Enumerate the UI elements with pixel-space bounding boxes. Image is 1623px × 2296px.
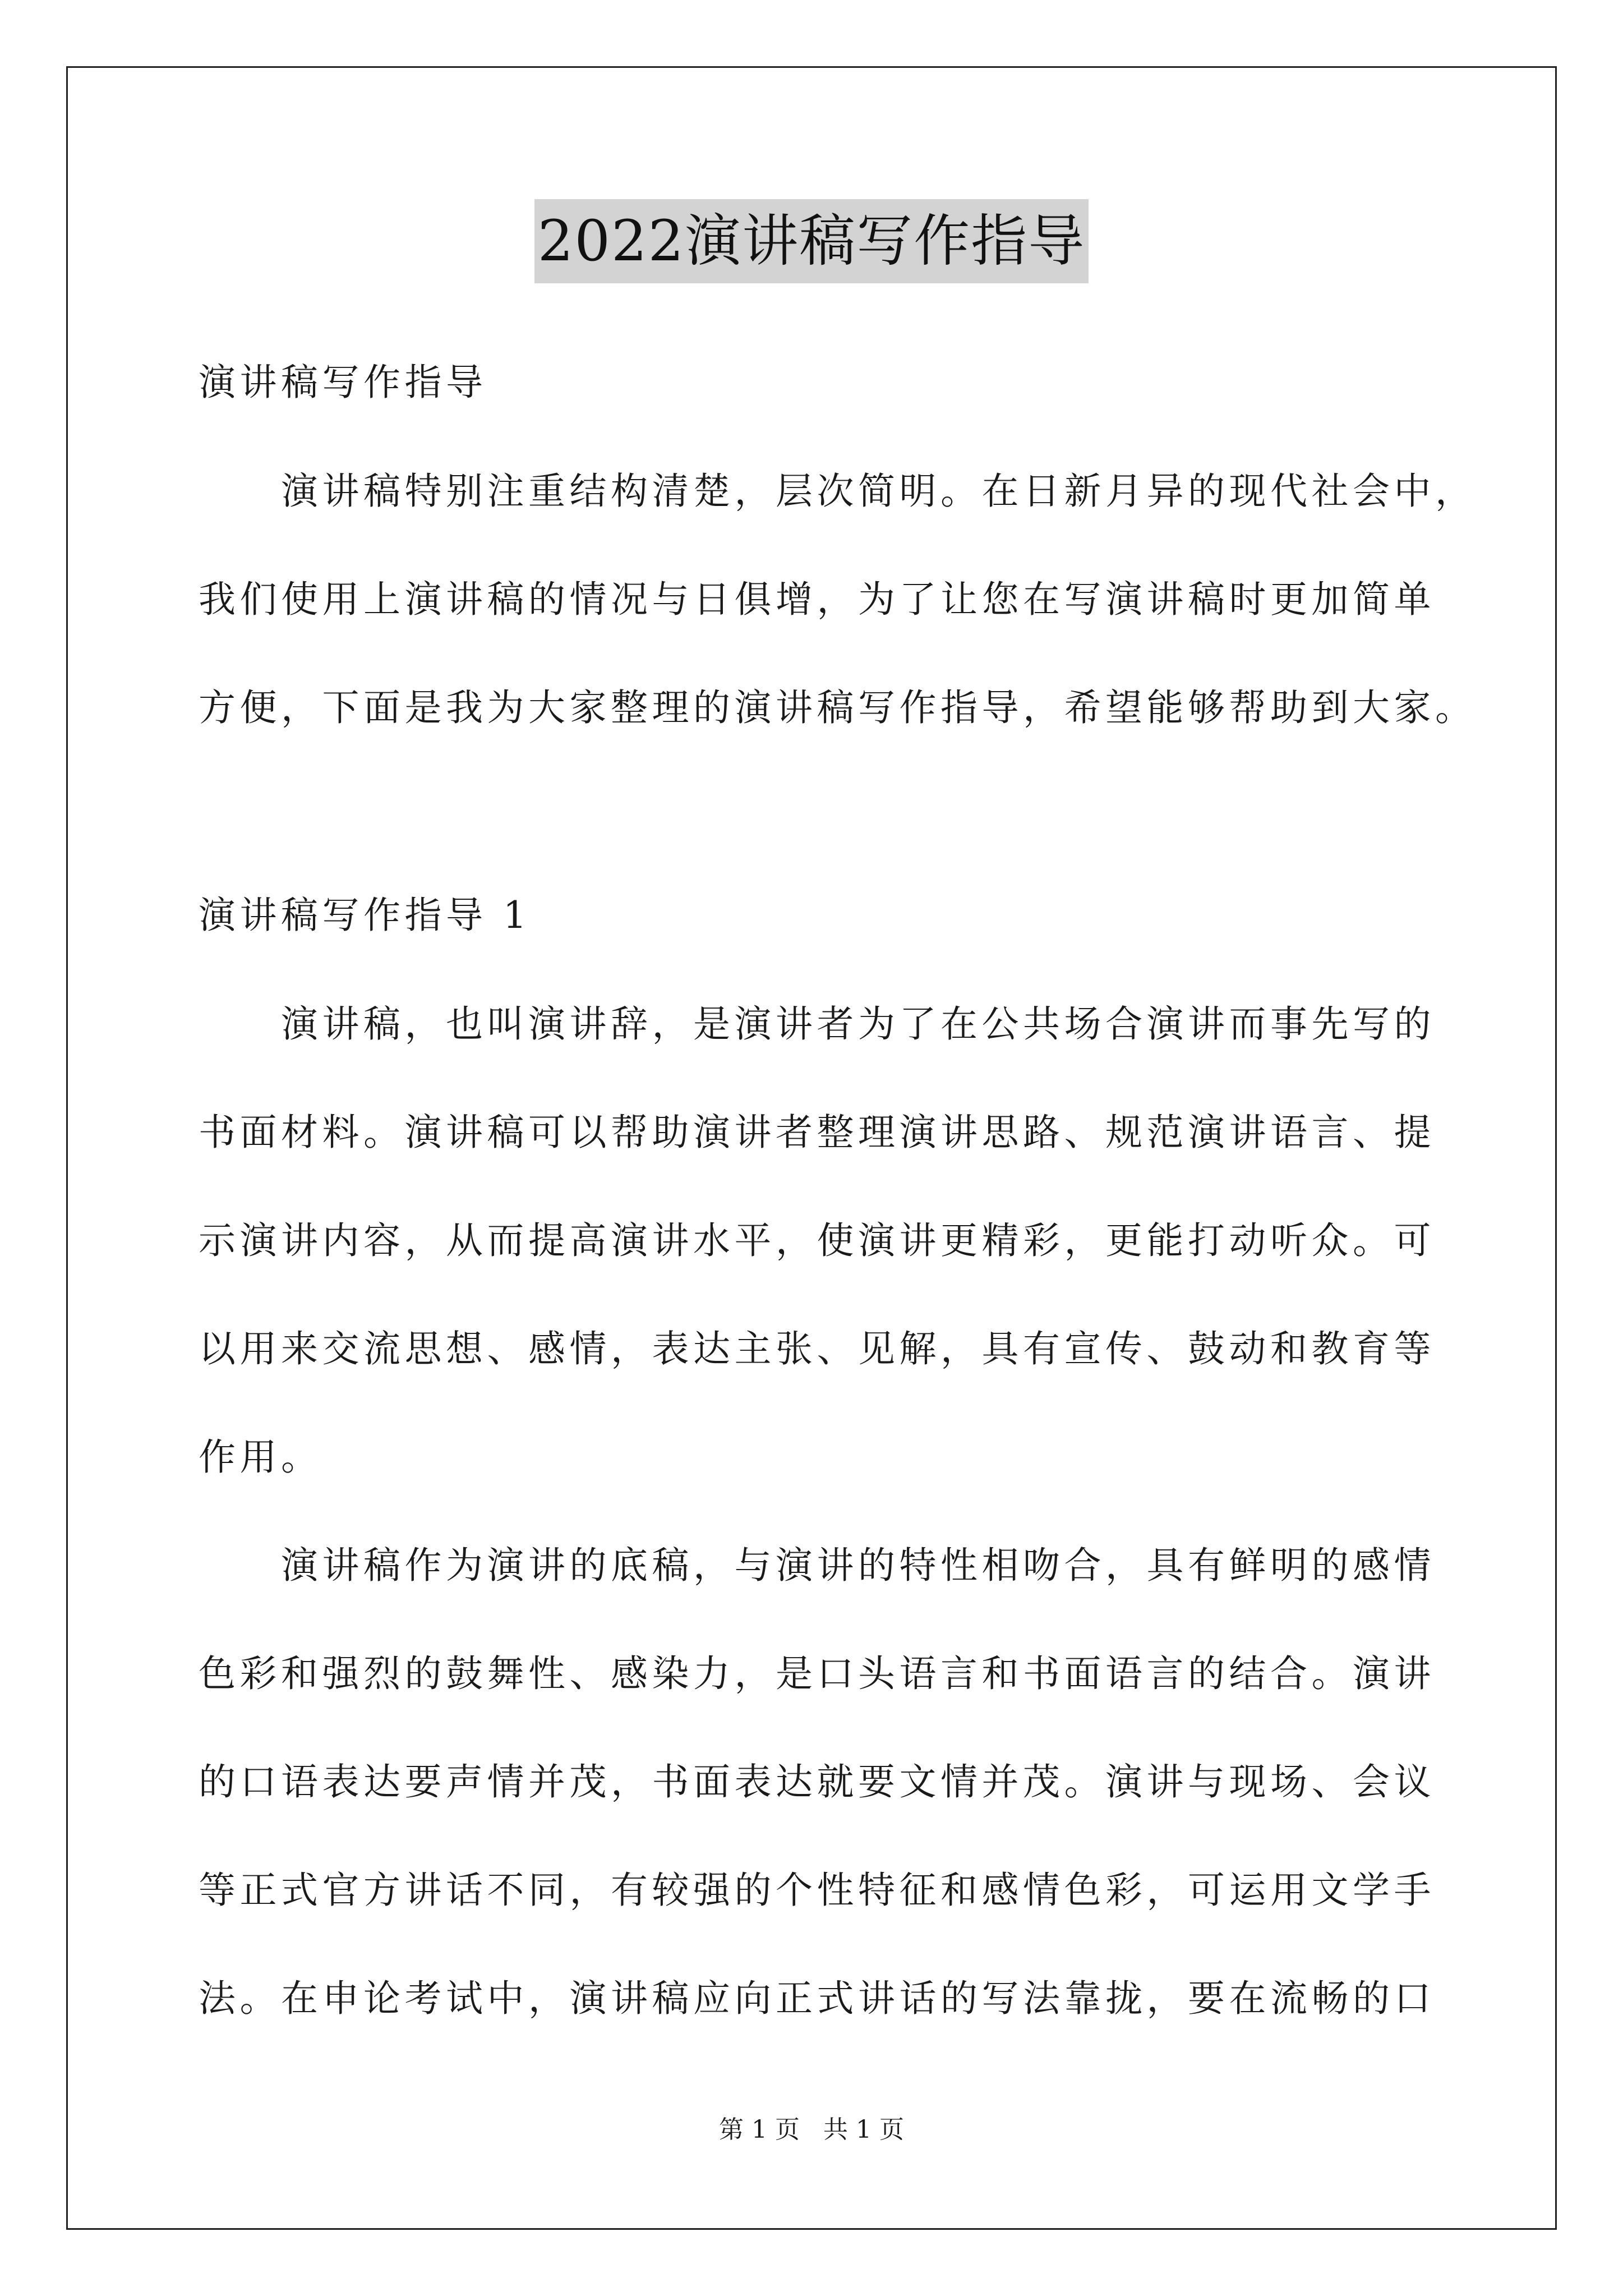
page-number: 第 1 页 (719, 2115, 800, 2144)
page-footer (0, 2109, 1623, 2145)
para2-line-2: 色彩和强烈的鼓舞性、感染力，是口头语言和书面语言的结合。演讲 (199, 1652, 1435, 1695)
para1-line-1: 演讲稿，也叫演讲辞，是演讲者为了在公共场合演讲而事先写的 (199, 1002, 1435, 1046)
intro-line-2: 我们使用上演讲稿的情况与日俱增，为了让您在写演讲稿时更加简单 (199, 578, 1435, 621)
section-heading-1: 演讲稿写作指导 1 (199, 894, 531, 937)
document-title: 2022演讲稿写作指导 (534, 199, 1089, 283)
section-heading-main: 演讲稿写作指导 (199, 361, 487, 404)
para1-line-2: 书面材料。演讲稿可以帮助演讲者整理演讲思路、规范演讲语言、提 (199, 1111, 1435, 1154)
para1-line-4: 以用来交流思想、感情，表达主张、见解，具有宣传、鼓动和教育等 (199, 1327, 1435, 1370)
para2-line-4: 等正式官方讲话不同，有较强的个性特征和感情色彩，可运用文学手 (199, 1869, 1435, 1912)
title-wrap (0, 199, 1623, 283)
intro-line-3: 方便，下面是我为大家整理的演讲稿写作指导，希望能够帮助到大家。 (199, 686, 1477, 729)
para1-line-3: 示演讲内容，从而提高演讲水平，使演讲更精彩，更能打动听众。可 (199, 1219, 1435, 1262)
intro-line-1: 演讲稿特别注重结构清楚，层次简明。在日新月异的现代社会中， (199, 470, 1477, 513)
page-total: 共 1 页 (823, 2115, 904, 2144)
para1-line-5: 作用。 (199, 1435, 322, 1479)
para2-line-1: 演讲稿作为演讲的底稿，与演讲的特性相吻合，具有鲜明的感情 (199, 1544, 1435, 1587)
para2-line-3: 的口语表达要声情并茂，书面表达就要文情并茂。演讲与现场、会议 (199, 1760, 1435, 1803)
para2-line-5: 法。在申论考试中，演讲稿应向正式讲话的写法靠拢，要在流畅的口 (199, 1977, 1435, 2020)
